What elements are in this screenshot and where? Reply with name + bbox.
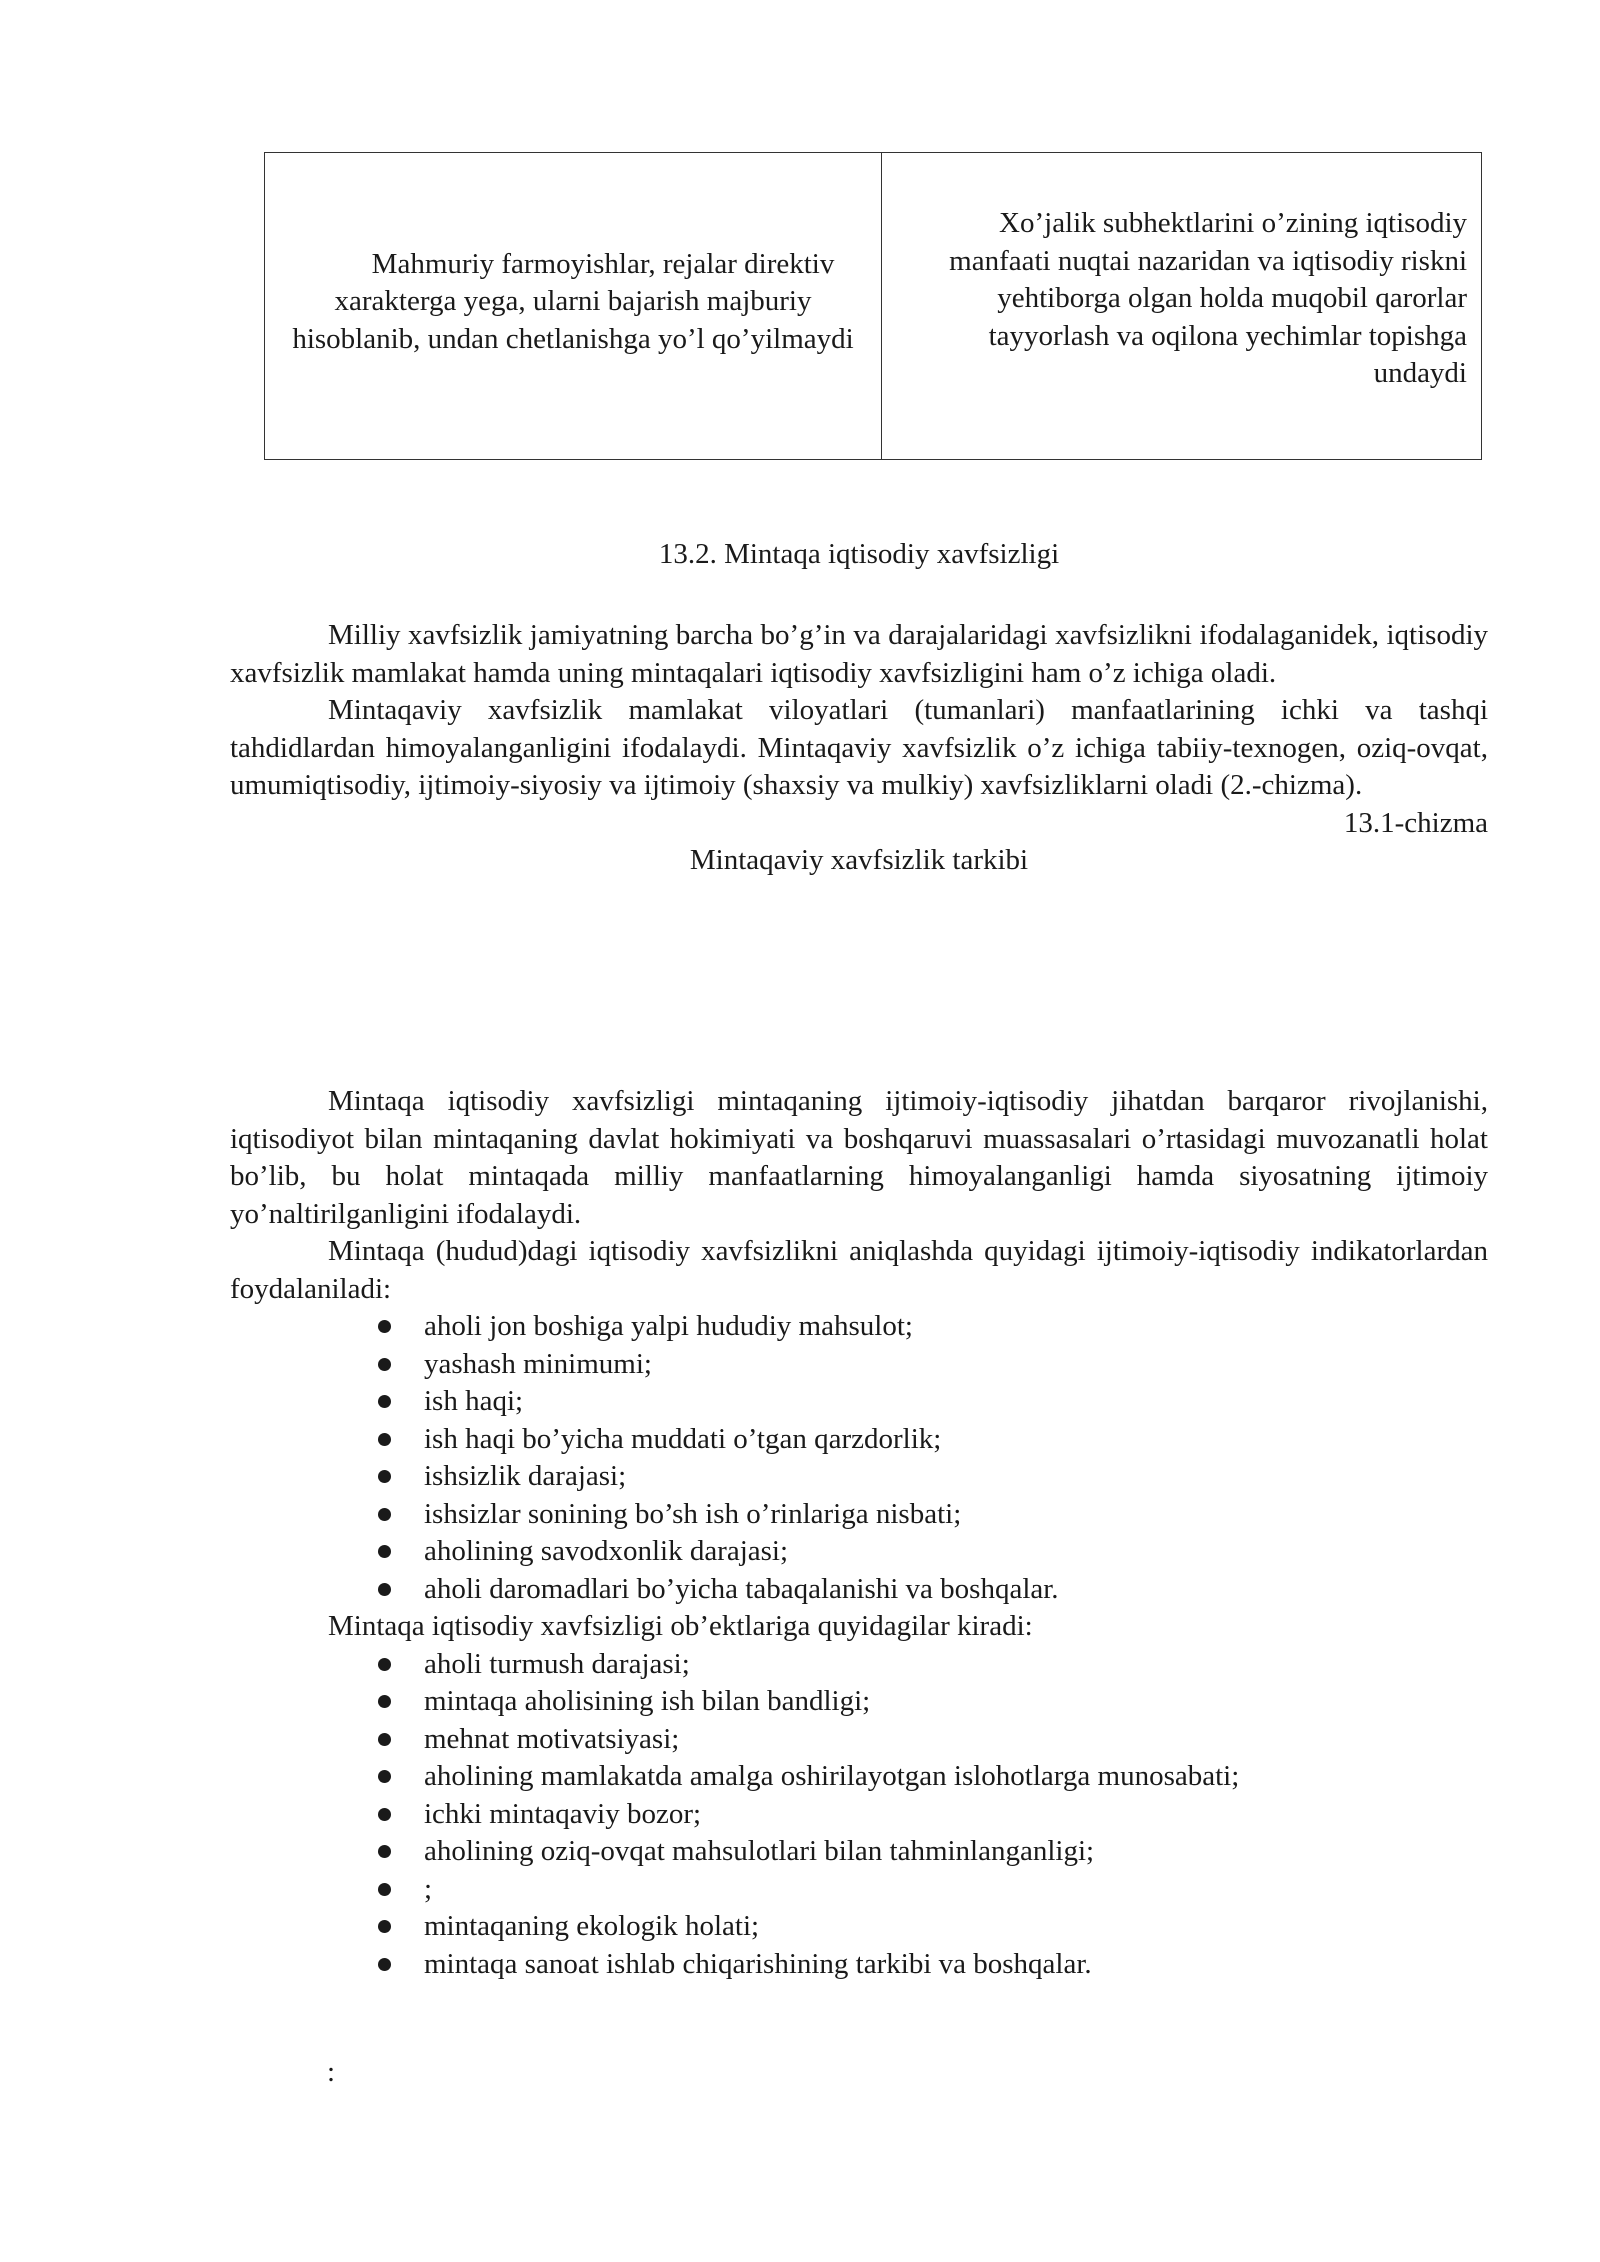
list-item: ichki mintaqaviy bozor; [230, 1796, 1488, 1834]
list-item: aholi jon boshiga yalpi hududiy mahsulot; [230, 1308, 1488, 1346]
list-item: ishsizlik darajasi; [230, 1458, 1488, 1496]
bullet-icon [378, 1658, 391, 1671]
bullet-icon [378, 1583, 391, 1596]
paragraph-national-security: Milliy xavfsizlik jamiyatning barcha bo’g’in va darajalaridagi xavfsizlikni ifodalaganidek, iqtisodiy xavfsizlik mamlakat hamda uning mintaqalari iqtisodiy xavfsizligini ham o’z ichiga oladi. [230, 619, 1488, 689]
bullet-icon [378, 1433, 391, 1446]
figure-title: Mintaqaviy xavfsizlik tarkibi [689, 844, 1029, 876]
bullet-icon [378, 1545, 391, 1558]
indicators-list [230, 1308, 1488, 1608]
list-item: mintaqaning ekologik holati; [230, 1908, 1488, 1946]
list-item: ish haqi bo’yicha muddati o’tgan qarzdorlik; [230, 1421, 1488, 1459]
list-item: mintaqa sanoat ishlab chiqarishining tarkibi va boshqalar. [230, 1946, 1488, 1984]
bullet-icon [378, 1770, 391, 1783]
list-item: aholining savodxonlik darajasi; [230, 1533, 1488, 1571]
list-item: ; [230, 1871, 1488, 1909]
section-title: 13.2. Mintaqa iqtisodiy xavfsizligi [658, 538, 1060, 570]
bullet-icon [378, 1470, 391, 1483]
intro-block [230, 617, 1488, 880]
bullet-icon [378, 1508, 391, 1521]
list-item: yashash minimumi; [230, 1346, 1488, 1384]
list-item: aholining oziq-ovqat mahsulotlari bilan tahminlanganligi; [230, 1833, 1488, 1871]
bullet-icon [378, 1958, 391, 1971]
paragraph-regional-economic-security: Mintaqa iqtisodiy xavfsizligi mintaqaning ijtimoiy-iqtisodiy jihatdan barqaror rivojlanishi, iqtisodiyot bilan mintaqaning davlat hokimiyati va boshqaruvi muassasalari o’rtasidagi muvozanatli holat bo’lib, bu holat mintaqada milliy manfaatlarning himoyalanganligi hamda siyosatning ijtimoiy yo’naltirilganligini ifodalaydi. [230, 1085, 1488, 1230]
bullet-icon [378, 1883, 391, 1896]
table-cell-right [882, 153, 1481, 459]
trailing-colon: : [327, 2056, 336, 2088]
paragraph-objects-intro: Mintaqa iqtisodiy xavfsizligi ob’ektlariga quyidagilar kiradi: [328, 1610, 1033, 1642]
bullet-icon [378, 1733, 391, 1746]
bullet-icon [378, 1358, 391, 1371]
bullet-icon [378, 1395, 391, 1408]
bullet-icon [378, 1920, 391, 1933]
list-item: ishsizlar sonining bo’sh ish o’rinlariga nisbati; [230, 1496, 1488, 1534]
list-item: ish haqi; [230, 1383, 1488, 1421]
list-item: mehnat motivatsiyasi; [230, 1721, 1488, 1759]
table-cell-left [265, 153, 882, 459]
bullet-icon [378, 1320, 391, 1333]
figure-number: 13.1-chizma [1343, 806, 1488, 839]
objects-list [230, 1646, 1488, 1984]
bullet-icon [378, 1808, 391, 1821]
table-cell-right-text: Xo’jalik subhektlarini o’zining iqtisodiy manfaati nuqtai nazaridan va iqtisodiy riskni yehtiborga olgan holda muqobil qarorlar tayyorlash va oqilona yechimlar topishga undaydi [949, 207, 1467, 390]
bullet-icon [378, 1845, 391, 1858]
main-block [230, 1083, 1488, 1983]
paragraph-indicators-intro: Mintaqa (hudud)dagi iqtisodiy xavfsizlikni aniqlashda quyidagi ijtimoiy-iqtisodiy indikatorlardan foydalaniladi: [230, 1235, 1488, 1305]
table-cell-left-text: Mahmuriy farmoyishlar, rejalar direktiv xarakterga yega, ularni bajarish majburiy hisoblanib, undan chetlanishga yo’l qo’yilmaydi [292, 247, 854, 355]
list-item: mintaqa aholisining ish bilan bandligi; [230, 1683, 1488, 1721]
list-item: aholi turmush darajasi; [230, 1646, 1488, 1684]
comparison-table [264, 152, 1482, 460]
paragraph-regional-security: Mintaqaviy xavfsizlik mamlakat viloyatlari (tumanlari) manfaatlarining ichki va tashqi tahdidlardan himoyalanganligini ifodalaydi. Mintaqaviy xavfsizlik o’z ichiga tabiiy-texnogen, oziq-ovqat, umumiqtisodiy, ijtimoiy-siyosiy va ijtimoiy (shaxsiy va mulkiy) xavfsizliklarni oladi (2.-chizma). [230, 694, 1488, 801]
list-item: aholi daromadlari bo’yicha tabaqalanishi va boshqalar. [230, 1571, 1488, 1609]
list-item: aholining mamlakatda amalga oshirilayotgan islohotlarga munosabati; [230, 1758, 1488, 1796]
bullet-icon [378, 1695, 391, 1708]
